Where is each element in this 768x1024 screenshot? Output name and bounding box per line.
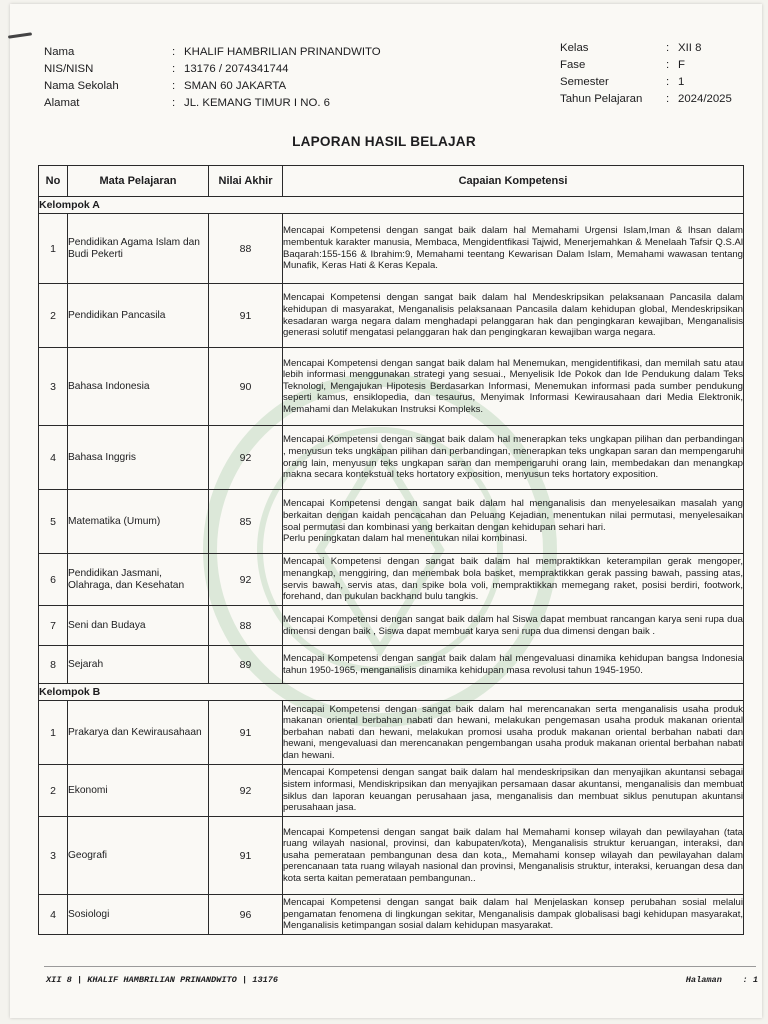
group-a-body — [39, 197, 744, 684]
row-number: 2 — [39, 284, 68, 348]
competency-description: Mencapai Kompetensi dengan sangat baik dalam hal menganalisis dan menyelesaikan masalah yang berkaitan dengan kaidah pencacahan dan Peluang Kejadian, menentukan nilai permutasi, menyelesaikan soal permutasi dan kombinasi yang berkaitan dengan kehidupan sehari hari. Perlu peningkatan dalam hal menentukan nilai kombinasi. — [283, 490, 744, 554]
class-row: Kelas : XII 8 — [560, 40, 732, 57]
competency-description: Mencapai Kompetensi dengan sangat baik dalam hal Siswa dapat membuat rancangan karya seni rupa dua dimensi dengan baik , Siswa dapat membuat karya seni rupa dua dimensi dengan baik . — [283, 606, 744, 646]
header-competency: Capaian Kompetensi — [283, 166, 744, 197]
competency-description: Mencapai Kompetensi dengan sangat baik dalam hal mempraktikkan keterampilan gerak mengoper, menangkap, menggiring, dan menembak bola basket, mempraktikkan gerak passing bawah, passing atas, servis bawah, servis atas, dan spike bola voli, mempraktikkan memegang raket, posisi berdiri, footwork, forehand, dan pukulan backhand bulu tangkis. — [283, 554, 744, 606]
row-number: 4 — [39, 426, 68, 490]
row-number: 6 — [39, 554, 68, 606]
table-row — [39, 426, 744, 490]
group-b-label: Kelompok B — [39, 684, 744, 701]
grades-table — [38, 165, 744, 935]
school-row: Nama Sekolah : SMAN 60 JAKARTA — [44, 78, 381, 95]
competency-description: Mencapai Kompetensi dengan sangat baik dalam hal Menjelaskan konsep perubahan sosial melalui pengamatan fenomena di lingkungan sekitar, Menganalisis dampak globalisasi bagi kehidupan masyarakat, Menganalisis ketimpangan sosial dalam kehidupan masyarakat. — [283, 895, 744, 935]
footer-page-number: : 1 — [742, 975, 758, 985]
semester-label: Semester — [560, 76, 609, 88]
final-score: 92 — [209, 554, 283, 606]
year-label: Tahun Pelajaran — [560, 93, 643, 105]
student-nis: 13176 / 2074341744 — [184, 63, 289, 75]
table-row — [39, 817, 744, 895]
subject-name: Seni dan Budaya — [68, 606, 209, 646]
final-score: 88 — [209, 606, 283, 646]
header-score: Nilai Akhir — [209, 166, 283, 197]
footer-student-info: XII 8 | KHALIF HAMBRILIAN PRINANDWITO | 13176 — [46, 975, 279, 985]
group-row — [39, 684, 744, 701]
subject-name: Ekonomi — [68, 765, 209, 817]
subject-name: Bahasa Indonesia — [68, 348, 209, 426]
group-a-label: Kelompok A — [39, 197, 744, 214]
competency-description: Mencapai Kompetensi dengan sangat baik dalam hal Menemukan, mengidentifikasi, dan memilah satu atau lebih informasi menggunakan strategi yang sesuai., Menyelisik Ide Pokok dan Ide Pendukung dalam Teks Teknologi, Mengajukan Hipotesis Berdasarkan Informasi, Menemukan informasi pada sumber pendukung seperti kamus, ensiklopedia, dan tesaurus, Menyimak Informasi Kewirausahaan dari Media Elektronik, Memahami dan Melakukan Instruksi Kompleks. — [283, 348, 744, 426]
table-row — [39, 554, 744, 606]
table-row — [39, 895, 744, 935]
final-score: 92 — [209, 765, 283, 817]
row-number: 4 — [39, 895, 68, 935]
subject-name: Prakarya dan Kewirausahaan — [68, 701, 209, 765]
competency-description: Mencapai Kompetensi dengan sangat baik dalam hal Memahami Urgensi Islam,Iman & Ihsan dalam membentuk karakter manusia, Membaca, Mengidentfikasi Tajwid, Menerjemahkan & Menelaah Tafsir Q.S.Al Baqarah:155-156 & Ibrahim:9, Memahami teentang Kewarisan Dalam Islam, Memahami wawasan tentang Munafik, Keras Hati & Keras Kepala. — [283, 214, 744, 284]
subject-name: Geografi — [68, 817, 209, 895]
student-name: KHALIF HAMBRILIAN PRINANDWITO — [184, 46, 381, 58]
row-number: 8 — [39, 646, 68, 684]
competency-description: Mencapai Kompetensi dengan sangat baik dalam hal mengevaluasi dinamika kehidupan bangsa Indonesia tahun 1950-1965, menganalisis dinamika kehidupan masa revolusi tahun 1945-1950. — [283, 646, 744, 684]
subject-name: Sosiologi — [68, 895, 209, 935]
competency-description: Mencapai Kompetensi dengan sangat baik dalam hal Mendeskripsikan pelaksanaan Pancasila dalam kehidupan di masyarakat, Menganalisis pelaksanaan Pancasila dalam kehidupan global, Mendeskripsikan kesadaran warga negara dalam menghadapi pelanggaran hak dan pengingkaran kewajiban, Menganalisis generasi solutif mengatasi pelanggaran hak dan pengingkaran kewajiban warga negara. — [283, 284, 744, 348]
table-row — [39, 765, 744, 817]
nis-label: NIS/NISN — [44, 63, 94, 75]
row-number: 3 — [39, 817, 68, 895]
address-row: Alamat : JL. KEMANG TIMUR I NO. 6 — [44, 95, 381, 112]
student-info — [44, 44, 381, 112]
class-label: Kelas — [560, 42, 589, 54]
final-score: 91 — [209, 284, 283, 348]
page-footer — [46, 975, 758, 985]
student-name-row: Nama : KHALIF HAMBRILIAN PRINANDWITO — [44, 44, 381, 61]
footer-page — [686, 975, 758, 985]
phase-value: F — [678, 59, 685, 71]
row-number: 2 — [39, 765, 68, 817]
student-nis-row: NIS/NISN : 13176 / 2074341744 — [44, 61, 381, 78]
final-score: 92 — [209, 426, 283, 490]
competency-description: Mencapai Kompetensi dengan sangat baik dalam hal Memahami konsep wilayah dan pewilayahan (tata ruang wilayah nasional, provinsi, dan kabupaten/kota), Menganalisis struktur keruangan, interaksi, dan usaha pemerataan pembangunan desa dan kota,, Memahami konsep wilayah dan pewilayahan dalam perencanaan tata ruang wilayah nasional dan provinsi, Menganalisis struktur, interaksi, keruangan desa dan kota serta kaitan pemerataan pembangunan.. — [283, 817, 744, 895]
table-row — [39, 701, 744, 765]
semester-value: 1 — [678, 76, 685, 88]
phase-row: Fase : F — [560, 57, 732, 74]
final-score: 96 — [209, 895, 283, 935]
subject-name: Bahasa Inggris — [68, 426, 209, 490]
year-value: 2024/2025 — [678, 93, 732, 105]
header-no: No — [39, 166, 68, 197]
row-number: 1 — [39, 214, 68, 284]
subject-name: Pendidikan Agama Islam dan Budi Pekerti — [68, 214, 209, 284]
competency-description: Mencapai Kompetensi dengan sangat baik dalam hal merencanakan serta menganalisis usaha produk makanan oriental berbahan nabati dan hewani, melakukan pengemasan usaha produk makanan oriental berbahan nabati dan hewani, melakukan promosi usaha produk makanan oriental berbahan nabati dan hewani, mengevaluasi dan merencanakan pengembangan usaha produk makanan oriental berbahan nabati dan hewani. — [283, 701, 744, 765]
subject-name: Pendidikan Jasmani, Olahraga, dan Kesehatan — [68, 554, 209, 606]
table-row — [39, 606, 744, 646]
final-score: 91 — [209, 817, 283, 895]
table-row — [39, 284, 744, 348]
school-address: JL. KEMANG TIMUR I NO. 6 — [184, 97, 330, 109]
subject-name: Sejarah — [68, 646, 209, 684]
footer-page-label: Halaman — [685, 975, 722, 985]
row-number: 7 — [39, 606, 68, 646]
phase-label: Fase — [560, 59, 586, 71]
table-row — [39, 646, 744, 684]
subject-name: Matematika (Umum) — [68, 490, 209, 554]
class-value: XII 8 — [678, 42, 702, 54]
report-title: LAPORAN HASIL BELAJAR — [292, 134, 476, 149]
competency-description: Mencapai Kompetensi dengan sangat baik dalam hal mendeskripsikan dan menyajikan akuntansi sebagai sistem informasi, Mendiskripsikan dan menyajikan persamaan dasar akuntansi, menganalisis dan membuat siklus dan laporan keuangan perusahaan jasa, menganalisis dan membuat siklus penutupan akuntansi perusahaan jasa. — [283, 765, 744, 817]
table-row — [39, 214, 744, 284]
table-row — [39, 348, 744, 426]
row-number: 1 — [39, 701, 68, 765]
footer-divider — [44, 966, 756, 967]
competency-description: Mencapai Kompetensi dengan sangat baik dalam hal menerapkan teks ungkapan pilihan dan perbandingan , menyusun teks ungkapan pilihan dan perbandingan, menerapkan teks ungkapan saran dan mempengaruhi orang lain, menyusun teks ungkapan saran dan mempengaruhi orang lain, membedakan dan menangkap makna secara kontekstual teks hortatory exposition, menyusun teks hortatory exposition. — [283, 426, 744, 490]
final-score: 89 — [209, 646, 283, 684]
address-label: Alamat — [44, 97, 80, 109]
subject-name: Pendidikan Pancasila — [68, 284, 209, 348]
semester-row: Semester : 1 — [560, 74, 732, 91]
year-row: Tahun Pelajaran : 2024/2025 — [560, 91, 732, 108]
final-score: 85 — [209, 490, 283, 554]
group-b-body — [39, 684, 744, 935]
header-subject: Mata Pelajaran — [68, 166, 209, 197]
row-number: 3 — [39, 348, 68, 426]
school-label: Nama Sekolah — [44, 80, 119, 92]
final-score: 91 — [209, 701, 283, 765]
school-name: SMAN 60 JAKARTA — [184, 80, 287, 92]
table-header-row — [39, 166, 744, 197]
table-row — [39, 490, 744, 554]
final-score: 88 — [209, 214, 283, 284]
group-row — [39, 197, 744, 214]
final-score: 90 — [209, 348, 283, 426]
name-label: Nama — [44, 46, 75, 58]
row-number: 5 — [39, 490, 68, 554]
class-info — [560, 40, 732, 108]
